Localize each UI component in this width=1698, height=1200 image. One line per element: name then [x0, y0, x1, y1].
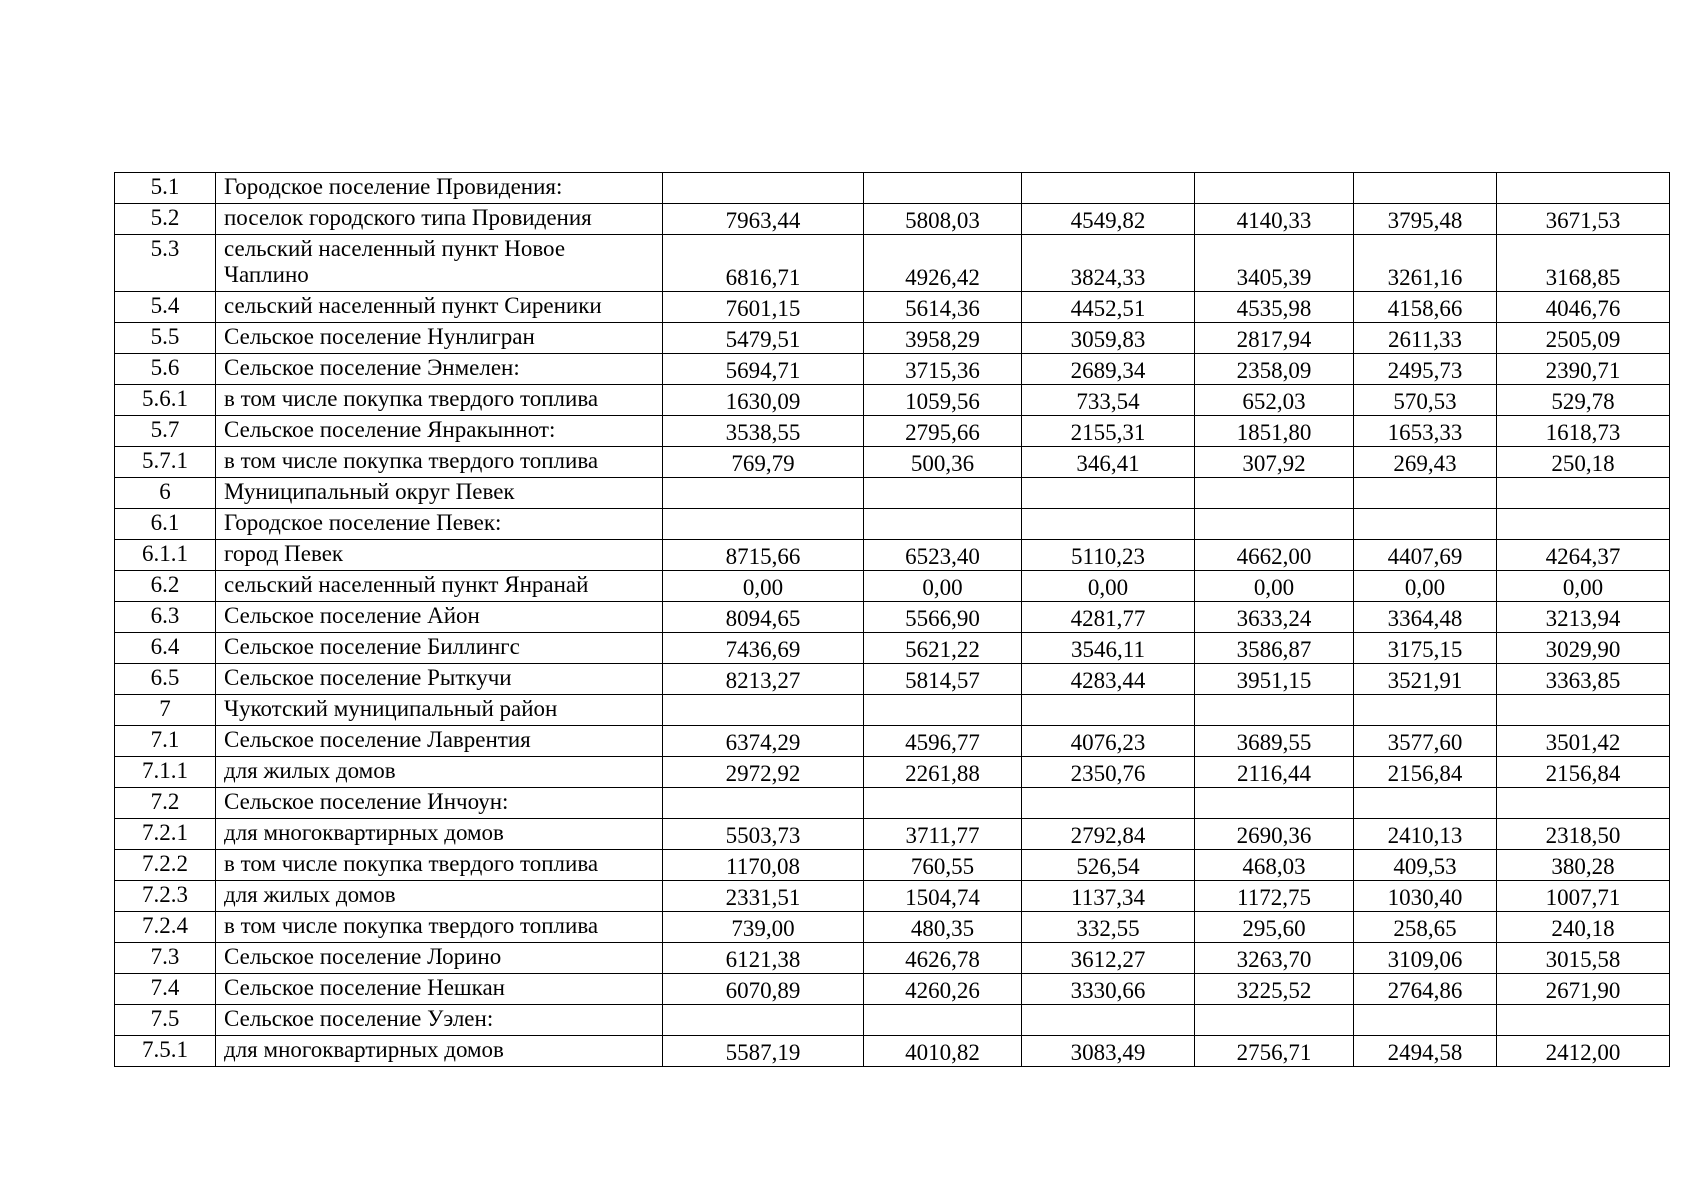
value-cell-2: 4596,77 — [864, 726, 1022, 757]
row-number-cell: 6.1 — [115, 509, 216, 540]
value-cell-1: 6816,71 — [663, 235, 864, 292]
value-cell-1: 5479,51 — [663, 323, 864, 354]
value-cell-1: 7436,69 — [663, 633, 864, 664]
row-number-cell: 7.5.1 — [115, 1036, 216, 1067]
value-cell-4: 4662,00 — [1195, 540, 1354, 571]
value-cell-5 — [1354, 173, 1497, 204]
row-number-cell: 6 — [115, 478, 216, 509]
settlement-name-cell: для жилых домов — [216, 881, 663, 912]
settlement-name-cell: сельский населенный пункт Сиреники — [216, 292, 663, 323]
value-cell-1: 7963,44 — [663, 204, 864, 235]
value-cell-3: 3546,11 — [1022, 633, 1195, 664]
value-cell-3: 0,00 — [1022, 571, 1195, 602]
value-cell-3 — [1022, 788, 1195, 819]
table-row — [115, 974, 1670, 1005]
settlement-name-cell: Сельское поселение Лорино — [216, 943, 663, 974]
settlement-name-cell: Сельское поселение Рыткучи — [216, 664, 663, 695]
settlement-name-cell: сельский населенный пункт Янранай — [216, 571, 663, 602]
row-number-cell: 5.7.1 — [115, 447, 216, 478]
row-number-cell: 7.1.1 — [115, 757, 216, 788]
table-row — [115, 354, 1670, 385]
row-number-cell: 5.6 — [115, 354, 216, 385]
value-cell-3: 4452,51 — [1022, 292, 1195, 323]
value-cell-1: 3538,55 — [663, 416, 864, 447]
value-cell-1: 769,79 — [663, 447, 864, 478]
value-cell-2: 480,35 — [864, 912, 1022, 943]
row-number-cell: 7.5 — [115, 1005, 216, 1036]
value-cell-1: 7601,15 — [663, 292, 864, 323]
value-cell-6: 3168,85 — [1497, 235, 1670, 292]
value-cell-3: 332,55 — [1022, 912, 1195, 943]
value-cell-6: 3029,90 — [1497, 633, 1670, 664]
value-cell-6 — [1497, 509, 1670, 540]
table-row — [115, 416, 1670, 447]
value-cell-2: 4260,26 — [864, 974, 1022, 1005]
value-cell-1: 8094,65 — [663, 602, 864, 633]
value-cell-2: 5614,36 — [864, 292, 1022, 323]
value-cell-6: 1618,73 — [1497, 416, 1670, 447]
table-row — [115, 1005, 1670, 1036]
settlement-name-cell: для жилых домов — [216, 757, 663, 788]
settlement-name-cell: Сельское поселение Энмелен: — [216, 354, 663, 385]
settlement-name-cell: Городское поселение Певек: — [216, 509, 663, 540]
settlement-name-cell: в том числе покупка твердого топлива — [216, 385, 663, 416]
settlement-name-cell: в том числе покупка твердого топлива — [216, 850, 663, 881]
value-cell-3: 3083,49 — [1022, 1036, 1195, 1067]
value-cell-4: 3633,24 — [1195, 602, 1354, 633]
value-cell-1 — [663, 173, 864, 204]
value-cell-5: 2764,86 — [1354, 974, 1497, 1005]
row-number-cell: 6.2 — [115, 571, 216, 602]
value-cell-6: 0,00 — [1497, 571, 1670, 602]
table-row — [115, 633, 1670, 664]
row-number-cell: 5.5 — [115, 323, 216, 354]
table-row — [115, 385, 1670, 416]
value-cell-6: 529,78 — [1497, 385, 1670, 416]
value-cell-6 — [1497, 788, 1670, 819]
value-cell-6: 3501,42 — [1497, 726, 1670, 757]
table-row — [115, 881, 1670, 912]
row-number-cell: 7.2.3 — [115, 881, 216, 912]
settlement-name-cell: Сельское поселение Айон — [216, 602, 663, 633]
table-row — [115, 695, 1670, 726]
value-cell-2: 4010,82 — [864, 1036, 1022, 1067]
value-cell-6: 2505,09 — [1497, 323, 1670, 354]
value-cell-5 — [1354, 1005, 1497, 1036]
settlement-name-cell: Муниципальный округ Певек — [216, 478, 663, 509]
table-row — [115, 1036, 1670, 1067]
tariff-table — [114, 172, 1670, 1067]
value-cell-3 — [1022, 1005, 1195, 1036]
value-cell-5: 409,53 — [1354, 850, 1497, 881]
value-cell-6: 1007,71 — [1497, 881, 1670, 912]
table-row — [115, 447, 1670, 478]
value-cell-3 — [1022, 173, 1195, 204]
value-cell-2 — [864, 478, 1022, 509]
value-cell-6: 3363,85 — [1497, 664, 1670, 695]
value-cell-4: 1172,75 — [1195, 881, 1354, 912]
value-cell-6: 4046,76 — [1497, 292, 1670, 323]
value-cell-6 — [1497, 1005, 1670, 1036]
value-cell-2 — [864, 173, 1022, 204]
value-cell-1 — [663, 478, 864, 509]
table-row — [115, 235, 1670, 292]
value-cell-5: 3175,15 — [1354, 633, 1497, 664]
value-cell-5: 2494,58 — [1354, 1036, 1497, 1067]
value-cell-1: 5587,19 — [663, 1036, 864, 1067]
value-cell-4: 295,60 — [1195, 912, 1354, 943]
table-row — [115, 726, 1670, 757]
value-cell-5: 269,43 — [1354, 447, 1497, 478]
settlement-name-cell: для многоквартирных домов — [216, 819, 663, 850]
row-number-cell: 6.5 — [115, 664, 216, 695]
row-number-cell: 5.3 — [115, 235, 216, 292]
value-cell-4: 2817,94 — [1195, 323, 1354, 354]
value-cell-3: 1137,34 — [1022, 881, 1195, 912]
row-number-cell: 7.2.1 — [115, 819, 216, 850]
value-cell-2: 3711,77 — [864, 819, 1022, 850]
settlement-name-cell: в том числе покупка твердого топлива — [216, 447, 663, 478]
value-cell-4: 3689,55 — [1195, 726, 1354, 757]
value-cell-2: 4626,78 — [864, 943, 1022, 974]
value-cell-4: 4140,33 — [1195, 204, 1354, 235]
row-number-cell: 5.7 — [115, 416, 216, 447]
row-number-cell: 6.3 — [115, 602, 216, 633]
value-cell-6: 3671,53 — [1497, 204, 1670, 235]
value-cell-3 — [1022, 695, 1195, 726]
value-cell-4 — [1195, 173, 1354, 204]
value-cell-4 — [1195, 478, 1354, 509]
value-cell-3: 3330,66 — [1022, 974, 1195, 1005]
value-cell-5: 3795,48 — [1354, 204, 1497, 235]
value-cell-2 — [864, 788, 1022, 819]
value-cell-2: 5808,03 — [864, 204, 1022, 235]
row-number-cell: 5.6.1 — [115, 385, 216, 416]
row-number-cell: 7.2 — [115, 788, 216, 819]
value-cell-3: 2155,31 — [1022, 416, 1195, 447]
value-cell-4 — [1195, 509, 1354, 540]
value-cell-1: 5503,73 — [663, 819, 864, 850]
value-cell-4: 652,03 — [1195, 385, 1354, 416]
value-cell-5 — [1354, 695, 1497, 726]
value-cell-3: 2792,84 — [1022, 819, 1195, 850]
table-row — [115, 173, 1670, 204]
table-row — [115, 602, 1670, 633]
settlement-name-cell: Сельское поселение Уэлен: — [216, 1005, 663, 1036]
value-cell-2 — [864, 1005, 1022, 1036]
value-cell-5: 3109,06 — [1354, 943, 1497, 974]
value-cell-5: 2156,84 — [1354, 757, 1497, 788]
table-row — [115, 757, 1670, 788]
settlement-name-cell: для многоквартирных домов — [216, 1036, 663, 1067]
value-cell-6: 250,18 — [1497, 447, 1670, 478]
row-number-cell: 6.1.1 — [115, 540, 216, 571]
table-row — [115, 540, 1670, 571]
row-number-cell: 5.1 — [115, 173, 216, 204]
value-cell-2: 1504,74 — [864, 881, 1022, 912]
value-cell-5 — [1354, 478, 1497, 509]
value-cell-2: 5621,22 — [864, 633, 1022, 664]
value-cell-6: 2318,50 — [1497, 819, 1670, 850]
value-cell-5: 2495,73 — [1354, 354, 1497, 385]
value-cell-1: 0,00 — [663, 571, 864, 602]
value-cell-6 — [1497, 173, 1670, 204]
value-cell-2: 760,55 — [864, 850, 1022, 881]
table-row — [115, 850, 1670, 881]
value-cell-2: 1059,56 — [864, 385, 1022, 416]
table-row — [115, 664, 1670, 695]
settlement-name-cell: Сельское поселение Лаврентия — [216, 726, 663, 757]
value-cell-6: 3015,58 — [1497, 943, 1670, 974]
value-cell-2: 2261,88 — [864, 757, 1022, 788]
value-cell-2: 5814,57 — [864, 664, 1022, 695]
value-cell-4: 3263,70 — [1195, 943, 1354, 974]
value-cell-3: 526,54 — [1022, 850, 1195, 881]
table-row — [115, 912, 1670, 943]
value-cell-1: 6070,89 — [663, 974, 864, 1005]
settlement-name-cell: в том числе покупка твердого топлива — [216, 912, 663, 943]
value-cell-6: 3213,94 — [1497, 602, 1670, 633]
value-cell-4 — [1195, 1005, 1354, 1036]
value-cell-1: 739,00 — [663, 912, 864, 943]
table-row — [115, 323, 1670, 354]
value-cell-5: 2611,33 — [1354, 323, 1497, 354]
value-cell-6: 2671,90 — [1497, 974, 1670, 1005]
value-cell-4: 468,03 — [1195, 850, 1354, 881]
value-cell-5: 3364,48 — [1354, 602, 1497, 633]
value-cell-6 — [1497, 695, 1670, 726]
value-cell-4: 0,00 — [1195, 571, 1354, 602]
value-cell-5: 2410,13 — [1354, 819, 1497, 850]
value-cell-6: 4264,37 — [1497, 540, 1670, 571]
value-cell-2 — [864, 695, 1022, 726]
value-cell-3: 5110,23 — [1022, 540, 1195, 571]
value-cell-2: 5566,90 — [864, 602, 1022, 633]
value-cell-3 — [1022, 478, 1195, 509]
row-number-cell: 7.2.2 — [115, 850, 216, 881]
value-cell-2: 3958,29 — [864, 323, 1022, 354]
value-cell-1: 5694,71 — [663, 354, 864, 385]
settlement-name-cell: Сельское поселение Биллингс — [216, 633, 663, 664]
value-cell-3: 3612,27 — [1022, 943, 1195, 974]
settlement-name-cell: Сельское поселение Янракыннот: — [216, 416, 663, 447]
value-cell-1: 6121,38 — [663, 943, 864, 974]
settlement-name-cell: Чукотский муниципальный район — [216, 695, 663, 726]
value-cell-5: 1653,33 — [1354, 416, 1497, 447]
value-cell-1 — [663, 695, 864, 726]
value-cell-3 — [1022, 509, 1195, 540]
value-cell-5: 4407,69 — [1354, 540, 1497, 571]
value-cell-2: 6523,40 — [864, 540, 1022, 571]
value-cell-2: 2795,66 — [864, 416, 1022, 447]
value-cell-3: 3059,83 — [1022, 323, 1195, 354]
settlement-name-cell: поселок городского типа Провидения — [216, 204, 663, 235]
value-cell-6: 2412,00 — [1497, 1036, 1670, 1067]
value-cell-5: 3261,16 — [1354, 235, 1497, 292]
value-cell-2: 3715,36 — [864, 354, 1022, 385]
row-number-cell: 7 — [115, 695, 216, 726]
row-number-cell: 5.2 — [115, 204, 216, 235]
value-cell-4: 2756,71 — [1195, 1036, 1354, 1067]
value-cell-5: 3577,60 — [1354, 726, 1497, 757]
settlement-name-cell: Сельское поселение Инчоун: — [216, 788, 663, 819]
value-cell-4: 3586,87 — [1195, 633, 1354, 664]
value-cell-3: 4549,82 — [1022, 204, 1195, 235]
value-cell-3: 346,41 — [1022, 447, 1195, 478]
row-number-cell: 7.3 — [115, 943, 216, 974]
value-cell-4: 4535,98 — [1195, 292, 1354, 323]
value-cell-3: 4281,77 — [1022, 602, 1195, 633]
value-cell-3: 4283,44 — [1022, 664, 1195, 695]
value-cell-4: 2690,36 — [1195, 819, 1354, 850]
row-number-cell: 6.4 — [115, 633, 216, 664]
row-number-cell: 7.1 — [115, 726, 216, 757]
value-cell-1: 8715,66 — [663, 540, 864, 571]
value-cell-5 — [1354, 788, 1497, 819]
value-cell-2 — [864, 509, 1022, 540]
settlement-name-cell: Городское поселение Провидения: — [216, 173, 663, 204]
row-number-cell: 5.4 — [115, 292, 216, 323]
value-cell-4: 2116,44 — [1195, 757, 1354, 788]
table-row — [115, 292, 1670, 323]
value-cell-6: 240,18 — [1497, 912, 1670, 943]
value-cell-1 — [663, 1005, 864, 1036]
value-cell-3: 2350,76 — [1022, 757, 1195, 788]
value-cell-3: 3824,33 — [1022, 235, 1195, 292]
table-row — [115, 509, 1670, 540]
value-cell-5: 1030,40 — [1354, 881, 1497, 912]
value-cell-6 — [1497, 478, 1670, 509]
value-cell-5: 570,53 — [1354, 385, 1497, 416]
value-cell-1: 6374,29 — [663, 726, 864, 757]
value-cell-3: 733,54 — [1022, 385, 1195, 416]
value-cell-1: 2972,92 — [663, 757, 864, 788]
row-number-cell: 7.4 — [115, 974, 216, 1005]
value-cell-5: 3521,91 — [1354, 664, 1497, 695]
value-cell-4 — [1195, 695, 1354, 726]
table-row — [115, 788, 1670, 819]
value-cell-6: 380,28 — [1497, 850, 1670, 881]
table-row — [115, 571, 1670, 602]
settlement-name-cell: Сельское поселение Нунлигран — [216, 323, 663, 354]
row-number-cell: 7.2.4 — [115, 912, 216, 943]
value-cell-5: 0,00 — [1354, 571, 1497, 602]
value-cell-2: 500,36 — [864, 447, 1022, 478]
table-row — [115, 819, 1670, 850]
value-cell-4: 3951,15 — [1195, 664, 1354, 695]
settlement-name-cell: сельский населенный пункт Новое Чаплино — [216, 235, 663, 292]
settlement-name-cell: город Певек — [216, 540, 663, 571]
value-cell-1: 2331,51 — [663, 881, 864, 912]
value-cell-4 — [1195, 788, 1354, 819]
value-cell-1: 8213,27 — [663, 664, 864, 695]
value-cell-1 — [663, 509, 864, 540]
value-cell-2: 0,00 — [864, 571, 1022, 602]
value-cell-5: 4158,66 — [1354, 292, 1497, 323]
value-cell-3: 4076,23 — [1022, 726, 1195, 757]
table-row — [115, 204, 1670, 235]
value-cell-6: 2156,84 — [1497, 757, 1670, 788]
value-cell-5: 258,65 — [1354, 912, 1497, 943]
value-cell-4: 3405,39 — [1195, 235, 1354, 292]
table-body — [115, 173, 1670, 1067]
value-cell-2: 4926,42 — [864, 235, 1022, 292]
value-cell-4: 2358,09 — [1195, 354, 1354, 385]
value-cell-1 — [663, 788, 864, 819]
value-cell-4: 307,92 — [1195, 447, 1354, 478]
table-row — [115, 943, 1670, 974]
settlement-name-cell: Сельское поселение Нешкан — [216, 974, 663, 1005]
value-cell-4: 3225,52 — [1195, 974, 1354, 1005]
value-cell-6: 2390,71 — [1497, 354, 1670, 385]
table-row — [115, 478, 1670, 509]
value-cell-3: 2689,34 — [1022, 354, 1195, 385]
value-cell-1: 1170,08 — [663, 850, 864, 881]
value-cell-4: 1851,80 — [1195, 416, 1354, 447]
value-cell-1: 1630,09 — [663, 385, 864, 416]
value-cell-5 — [1354, 509, 1497, 540]
